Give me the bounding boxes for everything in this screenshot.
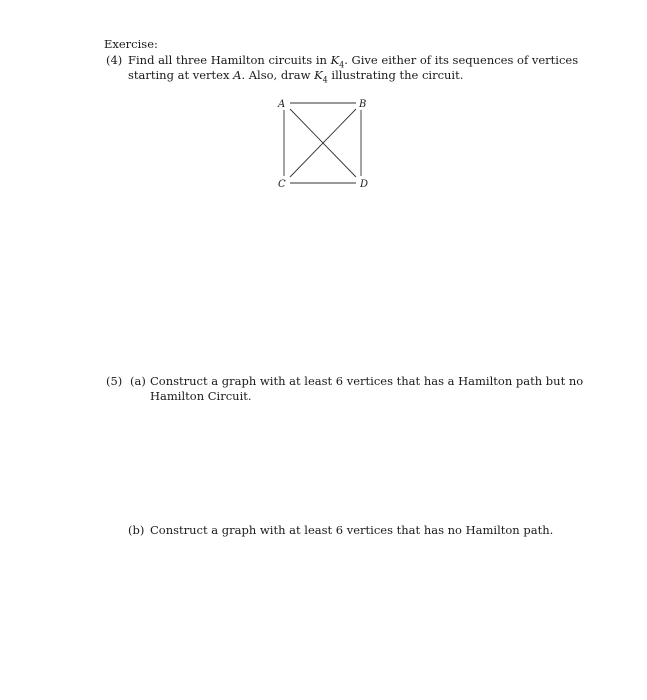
- vertex-d-label: D: [360, 179, 369, 190]
- problem-5b-line-1: Construct a graph with at least 6 vertices that has no Hamilton path.: [150, 523, 554, 537]
- problem-5b-label: (b): [128, 523, 145, 537]
- k4-graph-diagram: [270, 92, 380, 192]
- math-subscript: 4: [339, 60, 345, 70]
- vertex-c-label: C: [278, 179, 286, 190]
- problem-5a-label: (a): [130, 374, 146, 388]
- problem-4-text: . Give either of its sequences of vertices: [344, 53, 579, 67]
- vertex-b-label: B: [359, 99, 367, 110]
- problem-4-line-2: [128, 68, 463, 84]
- exercise-heading: Exercise:: [104, 37, 158, 51]
- problem-4-number: (4): [106, 53, 123, 67]
- problem-4-line-1: [128, 53, 578, 69]
- math-k: K: [314, 68, 323, 82]
- problem-5a-line-2: Hamilton Circuit.: [150, 389, 252, 403]
- math-k: K: [330, 53, 340, 67]
- problem-4-text: Find all three Hamilton circuits in: [128, 53, 331, 67]
- math-a: A: [233, 68, 242, 82]
- math-subscript: 4: [322, 75, 328, 85]
- vertex-a-label: A: [278, 99, 286, 110]
- problem-5a-line-1: Construct a graph with at least 6 vertices that has a Hamilton path but no: [150, 374, 584, 388]
- problem-4-text: illustrating the circuit.: [327, 68, 464, 82]
- problem-5-number: (5): [106, 374, 123, 388]
- problem-4-text: starting at vertex: [128, 68, 234, 82]
- problem-4-text: . Also, draw: [241, 68, 315, 82]
